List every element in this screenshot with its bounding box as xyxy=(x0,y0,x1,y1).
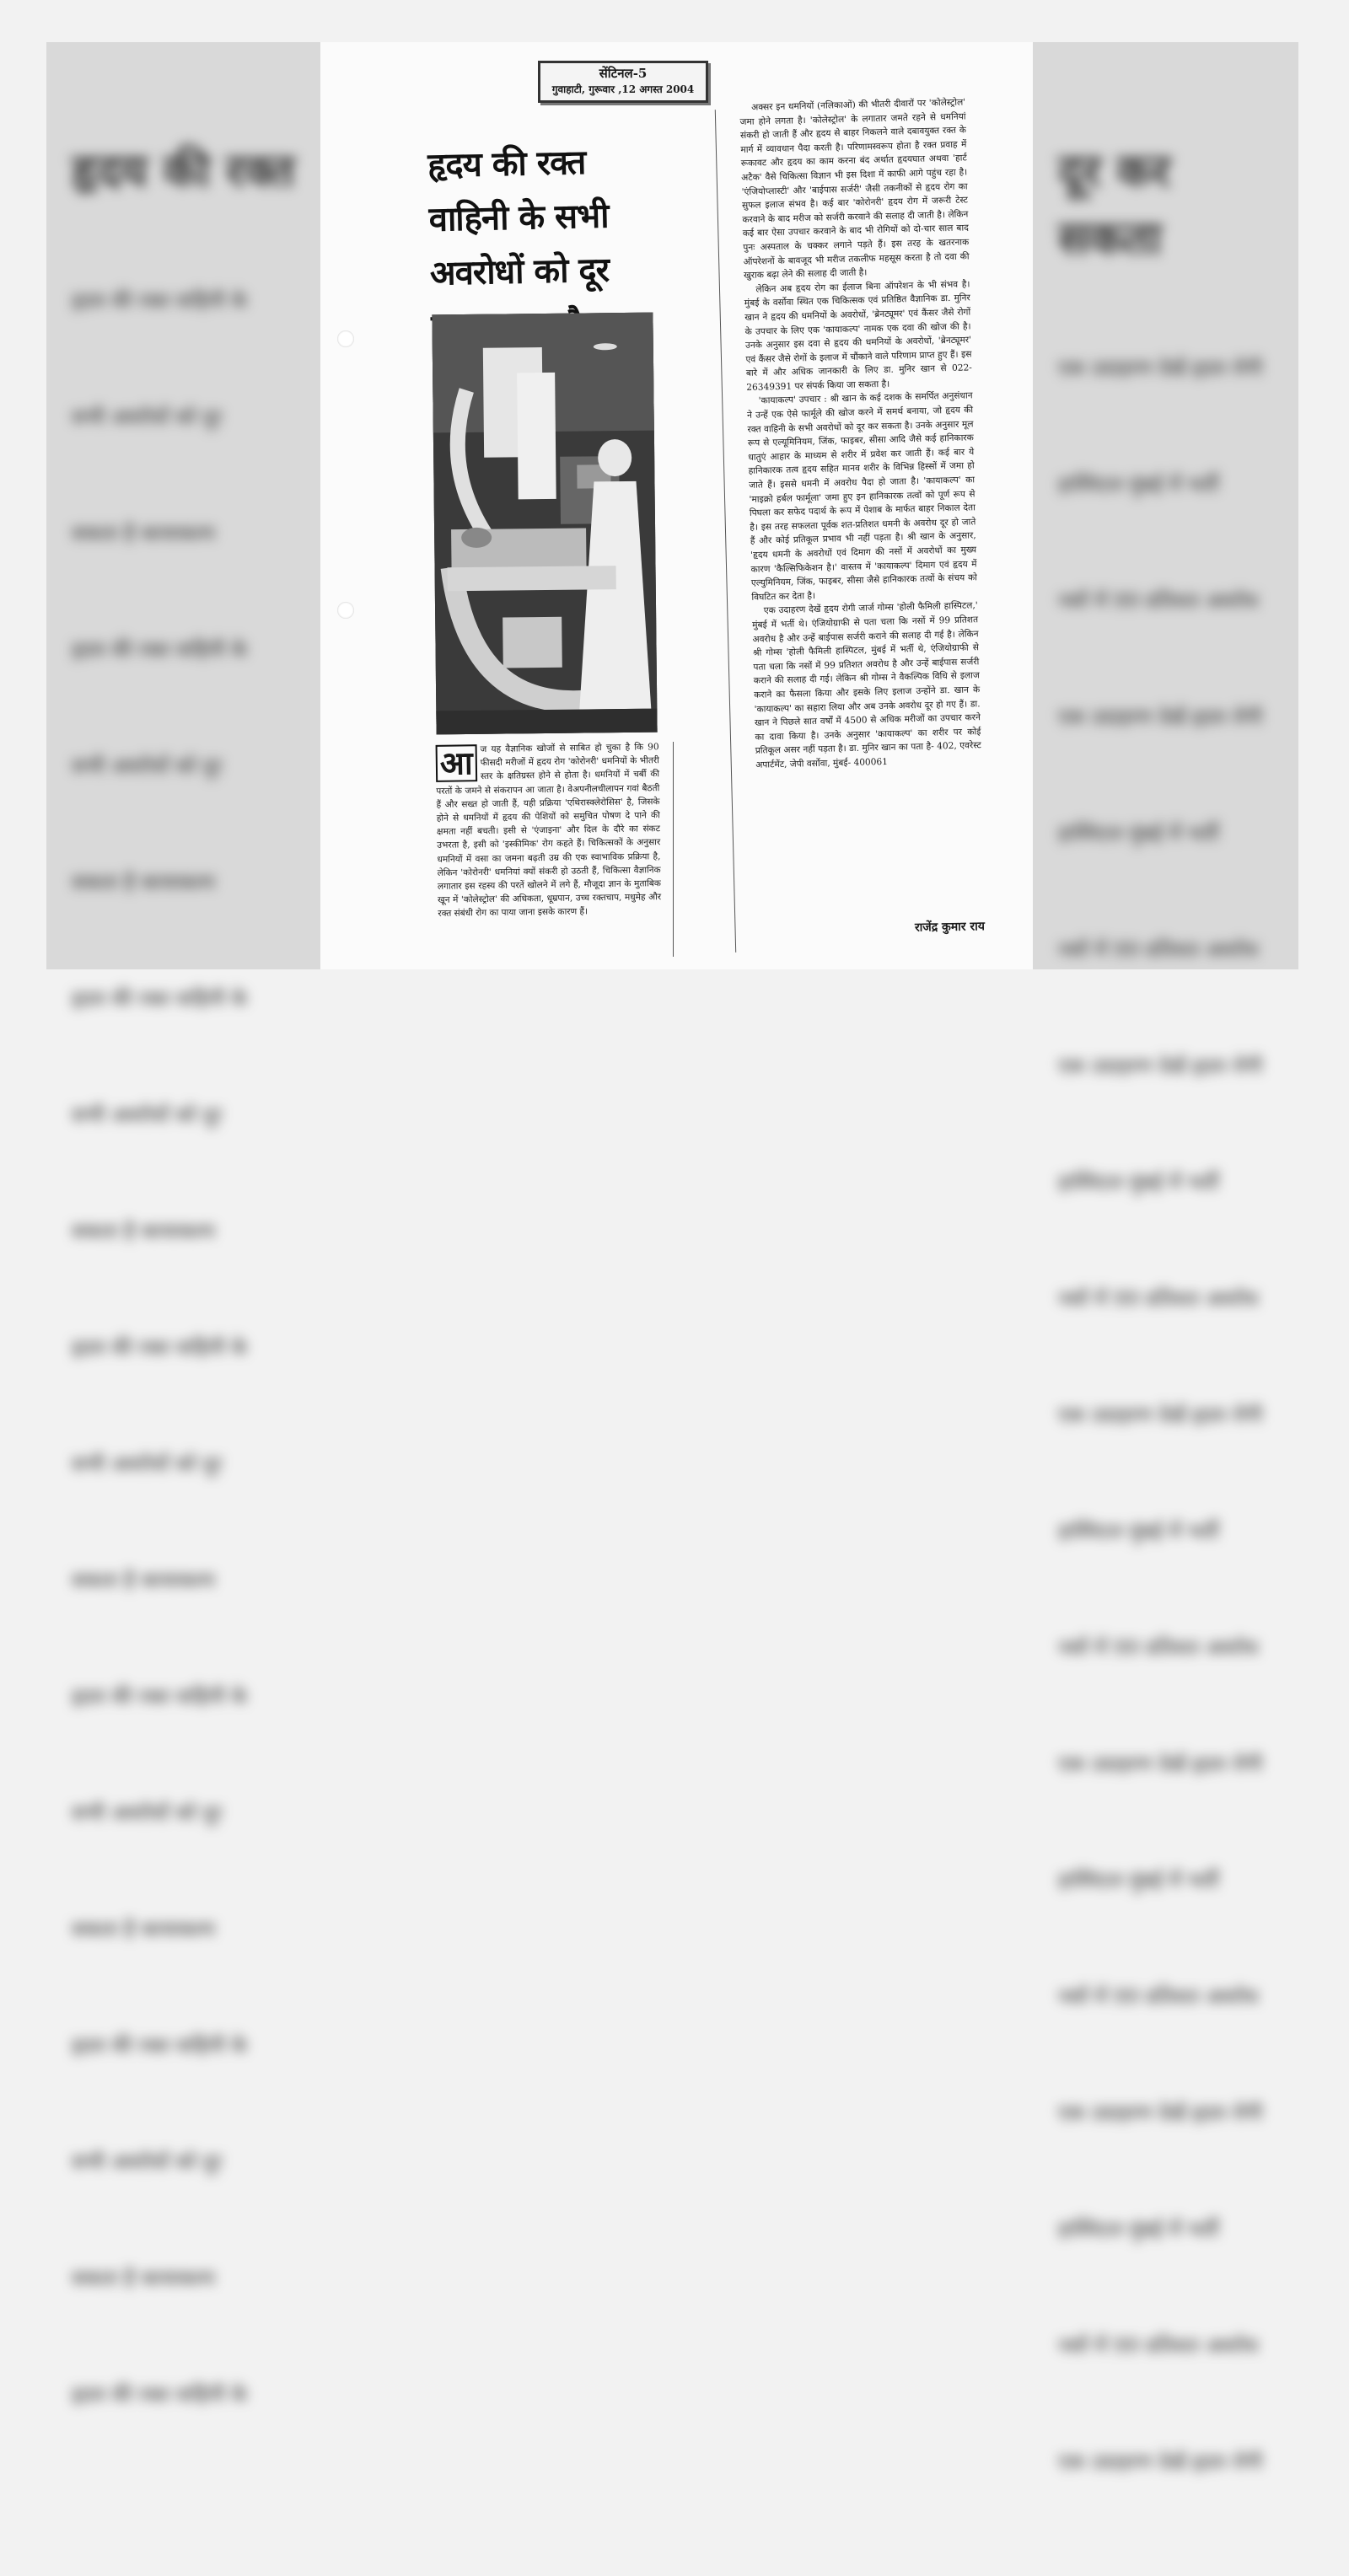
surgery-photo xyxy=(432,313,657,735)
column-rule xyxy=(715,110,736,953)
blurred-right-line: हास्पिटल मुंबई में भर्ती xyxy=(1058,1520,1219,1543)
blurred-right-line: एक उदाहरण देखें हृदय रोगी xyxy=(1058,357,1263,380)
blurred-right-line: हास्पिटल मुंबई में भर्ती xyxy=(1058,1171,1219,1194)
blurred-left-text xyxy=(46,42,320,2509)
blurred-left-line: सकता है कायाकल्प xyxy=(72,1918,215,1941)
punch-hole xyxy=(337,330,354,347)
blurred-left-line: हृदय की रक्त वाहिनी के xyxy=(72,1336,247,1360)
blurred-left-line: सकता है कायाकल्प xyxy=(72,1220,215,1243)
blurred-right-line: एक उदाहरण देखें हृदय रोगी xyxy=(1058,2101,1263,2125)
blurred-right-line: नसों में 99 प्रतिशत अवरोध xyxy=(1058,1287,1259,1311)
punch-hole xyxy=(337,602,354,619)
blurred-right-line: एक उदाहरण देखें हृदय रोगी xyxy=(1058,706,1263,729)
blurred-right-line: नसों में 99 प्रतिशत अवरोध xyxy=(1058,2334,1259,2358)
blurred-right-panel xyxy=(1033,42,1298,2474)
blurred-right-heading: दूर कर सकता xyxy=(1058,143,1186,265)
newspaper-name: सेंटिनल-5 xyxy=(599,66,648,81)
blurred-left-line: सभी अवरोधों को दूर xyxy=(72,1801,223,1825)
column-rule xyxy=(673,742,674,957)
blurred-left-line: सभी अवरोधों को दूर xyxy=(72,405,223,429)
blurred-left-line: सभी अवरोधों को दूर xyxy=(72,1452,223,1476)
blurred-left-line: हृदय की रक्त वाहिनी के xyxy=(72,638,247,662)
author-byline: राजेंद्र कुमार राय xyxy=(914,920,986,935)
blurred-left-line: हृदय की रक्त वाहिनी के xyxy=(72,987,247,1011)
drop-cap: आ xyxy=(436,744,477,782)
blurred-right-line: नसों में 99 प्रतिशत अवरोध xyxy=(1058,589,1259,613)
blurred-right-line: हास्पिटल मुंबई में भर्ती xyxy=(1058,473,1219,496)
dateline: गुवाहाटी, गुरूवार ,12 अगस्त 2004 xyxy=(551,83,695,95)
blurred-left-line: सकता है कायाकल्प xyxy=(72,2267,215,2290)
blurred-right-line: नसों में 99 प्रतिशत अवरोध xyxy=(1058,1985,1259,2009)
article-paragraph: एक उदाहरण देखें हृदय रोगी जार्ज गोम्स 'होली फैमिली हास्पिटल,' मुंबई में भर्ती थे। एंजियोग्राफी से पता चला कि नसों में 99 प्रतिशत अवरोध है और उन्हें बाईपास सर्जरी कराने की सलाह दी गई है। लेकिन श्री गोम्स 'होली फैमिली हास्पिटल, मुंबई में भर्ती थे, एंजियोग्राफी से पता चला कि नसों में 99 प्रतिशत अवरोध है और उन्हें बाईपास सर्जरी कराने की सलाह दी गई। लेकिन श्री गोम्स ने वैकल्पिक विधि से इलाज कराने का फैसला किया और इसके लिए इलाज उन्होंने डा. खान के 'कायाकल्प' का सहारा लिया और अब उनके अवरोध दूर हो गए हैं। डा. खान ने पिछले सात वर्षों में 4500 से अधिक मरीजों का उपचार करने का दावा किया है। उनके अनुसार 'कायाकल्प' का शरीर पर कोई प्रतिकूल असर नहीं पड़ता है। डा. मुनिर खान का पता है- 402, एवरेस्ट अपार्टमेंट, जेपी वर्सोवा, मुंबई- 400061 xyxy=(752,600,981,770)
blurred-right-line: एक उदाहरण देखें हृदय रोगी xyxy=(1058,1055,1263,1078)
blurred-left-line: सभी अवरोधों को दूर xyxy=(72,754,223,778)
article-paragraph: लेकिन अब हृदय रोग का ईलाज बिना ऑपरेशन के भी संभव है। मुंबई के वर्सोवा स्थित एक चिकित्सक एवं प्रतिष्ठित वैज्ञानिक डा. मुनिर खान ने हृदय की धमनियों के अवरोधों, 'ब्रेनट्यूमर' एवं कैंसर जैसे रोगों के उपचार के लिए एक 'कायाकल्प' नामक एक दवा की खोज की है। उनके अनुसार इस दवा से हृदय की धमनियों के अवरोधों, 'ब्रेनट्यूमर' एवं कैंसर जैसे रोगों के इलाज में चौंकाने वाले परिणाम प्राप्त हुए हैं। इस बारे में और अधिक जानकारी के लिए डा. मुनिर खान से 022-26349391 पर संपर्क किया जा सकता है। xyxy=(744,279,972,393)
blurred-right-line: नसों में 99 प्रतिशत अवरोध xyxy=(1058,1636,1259,1660)
blurred-right-line: एक उदाहरण देखें हृदय रोगी xyxy=(1058,1752,1263,1776)
blurred-left-line: सकता है कायाकल्प xyxy=(72,871,215,894)
blurred-right-line: एक उदाहरण देखें हृदय रोगी xyxy=(1058,2450,1263,2474)
lead-text: ज यह वैज्ञानिक खोजों से साबित हो चुका है कि 90 फीसदी मरीजों में हृदय रोग 'कोरोनरी' धमनियों के भीतरी स्तर के क्षतिग्रस्त होने से होता है। धमनियों में चर्बी की परतों के जमने से संकरापन आ जाता है। वेअपनीलचीलापन गवां बैठती हैं और सख्त हो जाती हैं, यही प्रक्रिया 'एथिरास्क्लेरोसिस' है, जिसके होने से धमनियों में हृदय की पेशियों को समुचित पोषण दे पाने की क्षमता नहीं बचती। इसी से 'एंजाइना' और दिल के दौरे का संकट उभरता है, इसी को 'इस्कीमिक' रोग कहते हैं। चिकित्सकों के अनुसार धमनियों में वसा का जमना बढ़ती उम्र की एक स्वाभाविक प्रक्रिया है, लेकिन 'कोरोनरी' धमनियां क्यों संकरी हो उठती हैं, चिकित्सा वैज्ञानिक लगातार इस रहस्य की परतें खोलने में लगे हैं, मौजूदा ज्ञान के मुताबिक खून में 'कोलेस्ट्रोल' की अधिकता, धूम्रपान, उच्च रक्तचाप, मधुमेह और रक्त संबंधी रोग का पाया जाना इसके कारण हैं। xyxy=(436,742,662,920)
surgery-photo-illustration xyxy=(432,313,657,735)
blurred-left-line: सकता है कायाकल्प xyxy=(72,522,215,545)
article-headline: हृदय की रक्त वाहिनी के सभी अवरोधों को दूर xyxy=(427,142,610,293)
blurred-left-line: हृदय की रक्त वाहिनी के xyxy=(72,1685,247,1709)
newspaper-clipping xyxy=(320,42,1033,969)
blurred-left-heading: हृदय की रक्त xyxy=(72,143,295,197)
blurred-left-line: सभी अवरोधों को दूर xyxy=(72,2150,223,2174)
article-paragraph: अक्सर इन धमनियों (नलिकाओं) की भीतरी दीवारों पर 'कोलेस्ट्रोल' जमा होने लगता है। 'कोलेस्ट्रोल' के लगातार जमते रहने से धमनियां संकरी हो जाती हैं और हृदय से बाहर निकलने वाले दबावयुक्त रक्त के मार्ग में व्यावधान पैदा करती है। परिणामस्वरूप होता है रक्त प्रवाह में रूकावट और हृदय का काम करना बंद अर्थात हृदयघात अथवा 'हार्ट अटैक' वैसे चिकित्सा विज्ञान भी इस दिशा में काफी आगे पहुंच रहा है। 'एंजियोप्लास्टी' और 'बाईपास सर्जरी' जैसी तकनीकों से हृदय रोग का सुफल इलाज संभव है। कई बार 'कोरोनरी' हृदय रोग में जरूरी टेस्ट करवाने के बाद मरीज को सर्जरी करवाने की सलाह दी जाती है। लेकिन कई बार ऐसा उपचार करवाने के बाद भी रोगियों को दो-चार साल बाद पुनः अस्पताल के चक्कर लगाने पड़ते हैं। इस तरह के खतरनाक ऑपरेशनों के बावजूद भी मरीज तकलीफ महसूस करता है तो दवा की खुराक बढ़ा लेने की सलाह दी जाती है। xyxy=(739,97,970,282)
blurred-left-line: हृदय की रक्त वाहिनी के xyxy=(72,2034,247,2058)
article-paragraph: 'कायाकल्प' उपचार : श्री खान के कई दशक के समर्पित अनुसंधान ने उन्हें एक ऐसे फार्मूले की खोज करने में समर्थ बनाया, जो हृदय की रक्त वाहिनी के सभी अवरोधों को दूर कर सकता है। उनके अनुसार मूल रूप से एल्यूमिनियम, जिंक, फाइबर, सीसा आदि जैसे कई हानिकारक धातुएं आहार के माध्यम से शरीर में प्रवेश कर जाती हैं। कई बार ये हानिकारक तत्व हृदय सहित मानव शरीर के विभिन्न हिस्सों में जमा हो जाते हैं। इससे धमनी में अवरोध पैदा हो जाता है। 'कायाकल्प' का 'माइक्रो हर्बल फार्मूला' जमा हुए इन हानिकारक तत्वों को पूर्ण रूप से पिघला कर सफेद पदार्थ के रूप में पेशाब के मार्फत बाहर निकाल देता है। इस तरह सफलता पूर्वक शत-प्रतिशत धमनी के अवरोध दूर हो जाते हैं और कोई प्रतिकूल प्रभाव भी नहीं पड़ता है। श्री खान के अनुसार, 'हृदय धमनी के अवरोधों एवं दिमाग की नसों में अवरोधों का मुख्य कारण 'कैल्सिफिकेशन है।' वास्तव में 'कायाकल्प' दिमाग एवं हृदय में एल्युमिनियम, जिंक, फाइबर, सीसा जैसे हानिकारक तत्वों के संचय को विघटित कर देता है। xyxy=(746,390,978,603)
lead-column xyxy=(436,740,662,920)
blurred-left-line: सकता है कायाकल्प xyxy=(72,1569,215,1592)
blurred-left-line: हृदय की रक्त वाहिनी के xyxy=(72,2383,247,2407)
blurred-left-line: सभी अवरोधों को दूर xyxy=(72,1103,223,1127)
right-column xyxy=(739,95,981,772)
masthead-box xyxy=(538,61,708,103)
blurred-left-line: हृदय की रक्त वाहिनी के xyxy=(72,289,247,313)
blurred-right-line: हास्पिटल मुंबई में भर्ती xyxy=(1058,2218,1219,2241)
blurred-right-line: हास्पिटल मुंबई में भर्ती xyxy=(1058,822,1219,845)
blurred-right-text xyxy=(1033,42,1298,2576)
blurred-right-line: हास्पिटल मुंबई में भर्ती xyxy=(1058,1869,1219,1892)
blurred-left-panel xyxy=(46,42,320,2407)
blurred-right-line: नसों में 99 प्रतिशत अवरोध xyxy=(1058,938,1259,962)
blurred-right-line: एक उदाहरण देखें हृदय रोगी xyxy=(1058,1403,1263,1427)
